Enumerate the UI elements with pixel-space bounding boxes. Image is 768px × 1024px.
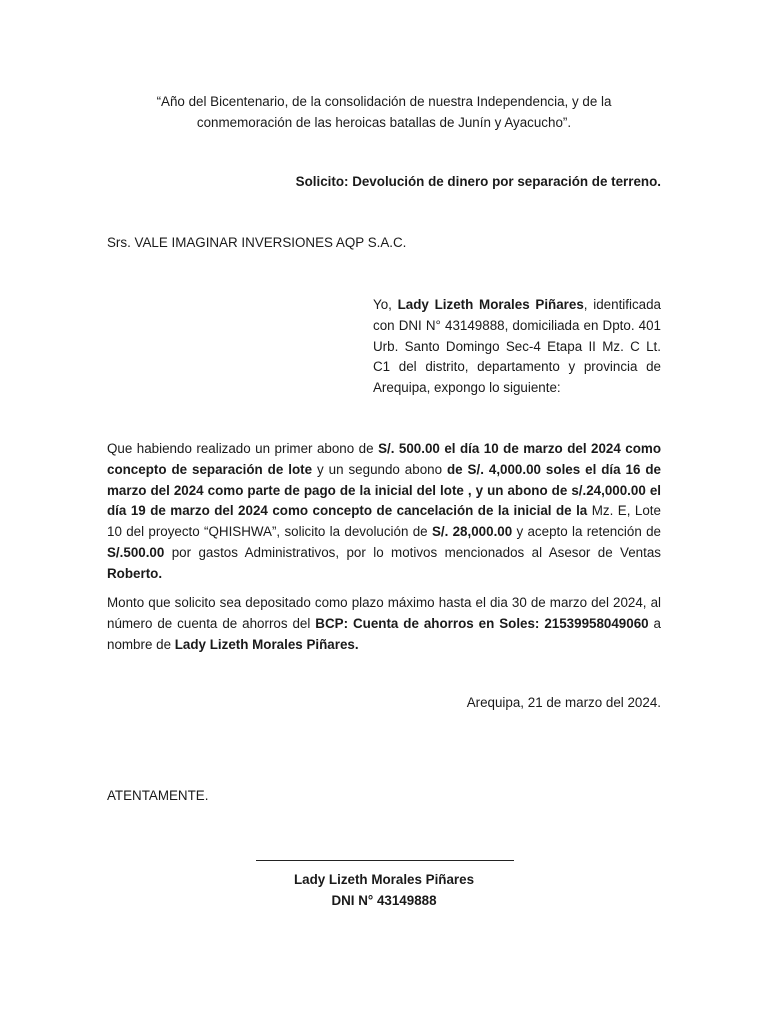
body1-bold-5: Roberto. — [107, 565, 163, 581]
body1-text-3: Mz. E, Lote 10 del proyecto “QHISHWA”, solicito la devolución de — [107, 503, 661, 540]
body2-text-2: a nombre de — [107, 615, 661, 652]
subject-line: Solicito: Devolución de dinero por separación de terreno. — [295, 174, 661, 189]
body1-bold-2: de S/. 4,000.00 soles el día 16 de marzo del 2024 como parte de pago de la inicial del lote , y un abono de s/.24,000.00 el día 19 de marzo del 2024 como concepto de cancelación de la inicial de la — [107, 461, 661, 519]
intro-paragraph — [373, 295, 661, 399]
body2-text-1: Monto que solicito sea depositado como plazo máximo hasta el dia 30 de marzo del 2024, al número de cuenta de ahorros del — [107, 595, 661, 631]
intro-text-1: Yo, — [373, 297, 398, 312]
body-paragraph-1 — [107, 439, 661, 585]
addressee: Srs. VALE IMAGINAR INVERSIONES AQP S.A.C. — [107, 235, 407, 250]
intro-name: Lady Lizeth Morales Piñares — [397, 297, 584, 312]
body2-bold-1: BCP: Cuenta de ahorros en Soles: 21539958049060 — [315, 615, 649, 631]
closing: ATENTAMENTE. — [107, 788, 209, 803]
signature-line — [256, 860, 514, 861]
body1-text-2: y un segundo abono — [312, 461, 447, 477]
body-paragraph-2 — [107, 593, 661, 655]
signature-block — [200, 869, 568, 911]
date-line: Arequipa, 21 de marzo del 2024. — [466, 695, 661, 710]
body1-text-4: y acepto la retención de — [512, 524, 661, 540]
body1-bold-3: S/. 28,000.00 — [431, 524, 513, 540]
header-line-2: conmemoración de las heroicas batallas de Junín y Ayacucho”. — [196, 115, 572, 130]
body2-bold-2: Lady Lizeth Morales Piñares. — [174, 636, 359, 652]
document-header-motto — [100, 91, 668, 133]
body1-bold-4: S/.500.00 — [107, 544, 165, 560]
signature-dni: DNI N° 43149888 — [331, 893, 437, 908]
body1-text-1: Que habiendo realizado un primer abono de — [107, 441, 379, 456]
signature-name: Lady Lizeth Morales Piñares — [293, 872, 475, 887]
intro-text-2: , identificada con DNI N° 43149888, domiciliada en Dpto. 401 Urb. Santo Domingo Sec-4 Etapa II Mz. C Lt. C1 del distrito, departamento y provincia de Arequipa, expongo lo siguiente: — [373, 297, 662, 396]
header-line-1: “Año del Bicentenario, de la consolidación de nuestra Independencia, y de la — [156, 94, 612, 109]
body1-text-5: por gastos Administrativos, por lo motivos mencionados al Asesor de Ventas — [164, 544, 661, 560]
body1-bold-1: S/. 500.00 el día 10 de marzo del 2024 como concepto de separación de lote — [107, 441, 661, 477]
